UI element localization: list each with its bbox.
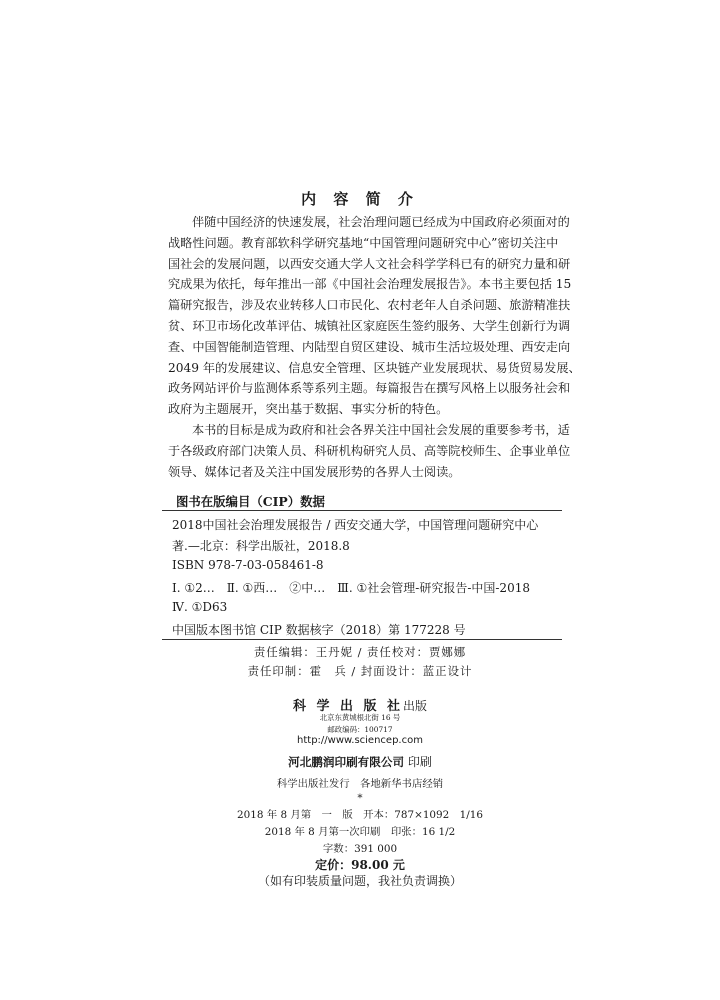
text-line: 篇研究报告，涉及农业转移人口市民化、农村老年人自杀问题、旅游精准扶 — [168, 298, 571, 313]
cip-line: Ⅳ. ①D63 — [172, 600, 228, 614]
separator: * — [357, 792, 363, 804]
production-credits: 责任印制：霍 兵 / 封面设计：蓝正设计 — [247, 664, 473, 678]
publisher-url: http://www.sciencep.com — [297, 735, 423, 746]
publisher-suffix: 出版 — [403, 699, 428, 713]
price: 定价：98.00 元 — [315, 858, 405, 872]
text-line: 国社会的发展问题，以西安交通大学人文社会科学学科已有的研究力量和研 — [168, 256, 571, 271]
quality-notice: （如有印装质量问题，我社负责调换） — [257, 874, 462, 888]
cip-title: 图书在版编目（CIP）数据 — [176, 494, 325, 509]
text-line: 领导、媒体记者及关注中国发展形势的各界人士阅读。 — [168, 464, 461, 479]
printing-info: 2018 年 8 月第一次印刷 印张：16 1/2 — [264, 826, 456, 838]
cip-line: Ⅰ. ①2… Ⅱ. ①西… ②中… Ⅲ. ①社会管理-研究报告-中国-2018 — [172, 581, 530, 595]
word-count: 字数：391 000 — [322, 843, 398, 855]
publisher-name: 科 学 出 版 社 — [292, 699, 404, 714]
edition-info: 2018 年 8 月第 一 版 开本：787×1092 1/16 — [237, 809, 483, 821]
text-line: 本书的目标是成为政府和社会各界关注中国社会发展的重要参考书，适 — [192, 423, 570, 437]
printer-suffix: 印刷 — [407, 755, 432, 769]
section-title: 内 容 简 介 — [301, 190, 419, 208]
text-line: 究成果为依托，每年推出一部《中国社会治理发展报告》。本书主要包括 15 — [168, 277, 572, 292]
printer-line — [0, 751, 720, 770]
text-line: 政府为主题展开，突出基于数据、事实分析的特色。 — [168, 402, 449, 417]
intro-paragraph-1 — [168, 212, 581, 420]
publisher-address: 北京东黄城根北街 16 号 — [319, 713, 401, 722]
text-line: 贫、环卫市场化改革评估、城镇社区家庭医生签约服务、大学生创新行为调 — [168, 318, 571, 333]
text-line: 2049 年的发展建议、信息安全管理、区块链产业发展现状、易货贸易发展、 — [168, 360, 581, 375]
cip-line: ISBN 978-7-03-058461-8 — [172, 558, 324, 572]
text-line: 战略性问题。教育部软科学研究基地“中国管理问题研究中心”密切关注中 — [168, 235, 559, 250]
text-line: 于各级政府部门决策人员、科研机构研究人员、高等院校师生、企事业单位 — [168, 443, 571, 458]
cip-line: 2018中国社会治理发展报告 / 西安交通大学，中国管理问题研究中心 — [172, 518, 539, 532]
text-line: 政务网站评价与监测体系等系列主题。每篇报告在撰写风格上以服务社会和 — [168, 381, 571, 396]
printer-name: 河北鹏润印刷有限公司 — [288, 755, 405, 769]
cip-line: 中国版本图书馆 CIP 数据核字（2018）第 177228 号 — [172, 623, 466, 637]
cip-bottom-rule — [162, 639, 562, 640]
text-line: 查、中国智能制造管理、内陆型自贸区建设、城市生活垃圾处理、西安走向 — [168, 339, 571, 354]
text-line: 伴随中国经济的快速发展，社会治理问题已经成为中国政府必须面对的 — [192, 215, 570, 229]
cip-top-rule — [162, 510, 562, 511]
distribution: 科学出版社发行 各地新华书店经销 — [276, 778, 444, 790]
editor-credits: 责任编辑：王丹妮 / 责任校对：贾娜娜 — [253, 645, 467, 659]
postcode: 邮政编码：100717 — [327, 725, 393, 734]
intro-paragraph-2 — [168, 420, 571, 482]
cip-line: 著.—北京：科学出版社，2018.8 — [172, 539, 350, 553]
